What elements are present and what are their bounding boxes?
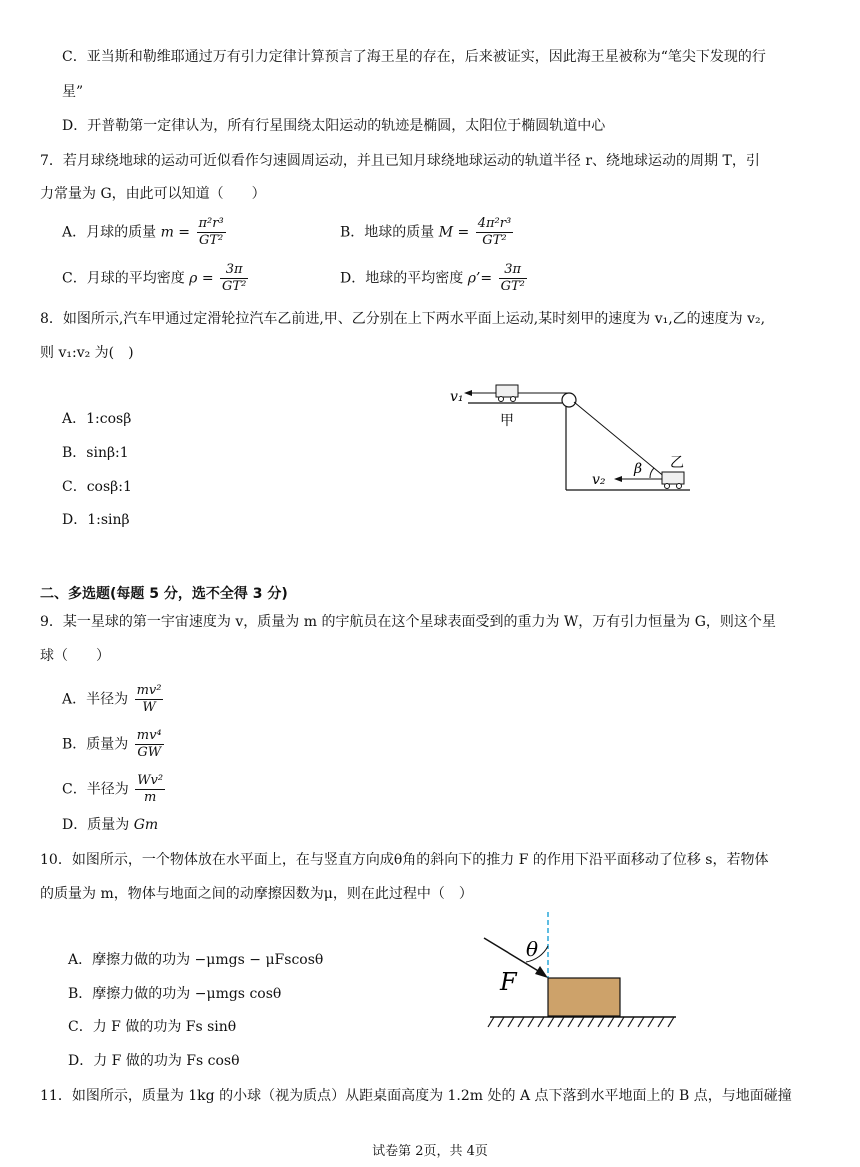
- q9-option-a-fraction: $\frac{\text{mv²}}{W}$: [136, 683, 162, 715]
- q7-stem-line2: 力常量为 G，由此可以知道（ ）: [40, 186, 266, 202]
- q10-stem-line1: 10．如图所示，一个物体放在水平面上，在与竖直方向成θ角的斜向下的推力 F 的作用下沿平面移动了位移 s，若物体: [40, 852, 769, 868]
- q7-option-a-fraction: $\frac{\text{π²r³}}{\text{GT²}}$: [198, 216, 224, 248]
- q10-option-a: A．摩擦力做的功为 −μmgs − μFscosθ: [68, 952, 324, 968]
- q10-option-b: B．摩擦力做的功为 −μmgs cosθ: [68, 986, 282, 1002]
- q9-option-b: B．质量为 $\frac{\text{mv⁴}}{GW}$: [62, 728, 162, 760]
- q8-pulley-figure: [440, 375, 700, 500]
- q8-option-a: A．1:cosβ: [62, 411, 132, 427]
- q8-option-d: D．1:sinβ: [62, 512, 130, 528]
- q8-stem-line2: 则 v₁:v₂ 为( ): [40, 345, 134, 361]
- q10-option-c: C．力 F 做的功为 Fs sinθ: [68, 1019, 237, 1035]
- q8-label-yi: 乙: [670, 455, 684, 471]
- q8-option-b: B．sinβ:1: [62, 445, 129, 461]
- q10-block: [548, 978, 620, 1016]
- q9-option-c-fraction: $\frac{\text{Wv²}}{m}$: [137, 773, 164, 805]
- q8-label-v2: v₂: [592, 472, 606, 488]
- q7-option-b: B．地球的质量 M = $\frac{\text{4π²r³}}{\text{GT²}}$: [340, 216, 512, 248]
- q10-label-theta: θ: [526, 937, 539, 961]
- q9-stem-line1: 9．某一星球的第一宇宙速度为 v，质量为 m 的宇航员在这个星球表面受到的重力为 W，万有引力恒量为 G，则这个星: [40, 614, 776, 630]
- q6-option-c-line1: C．亚当斯和勒维耶通过万有引力定律计算预言了海王星的存在，后来被证实，因此海王星被称为“笔尖下发现的行: [62, 49, 766, 65]
- page-footer: 试卷第 2页，共 4页: [372, 1144, 488, 1159]
- q8-stem-line1: 8．如图所示,汽车甲通过定滑轮拉汽车乙前进,甲、乙分别在上下两水平面上运动,某时刻甲的速度为 v₁,乙的速度为 v₂,: [40, 311, 766, 327]
- q8-label-v1: v₁: [450, 389, 464, 405]
- q10-stem-line2: 的质量为 m，物体与地面之间的动摩擦因数为μ，则在此过程中（ ）: [40, 886, 473, 902]
- q8-label-beta: β: [634, 461, 643, 477]
- q11-stem-line1: 11．如图所示，质量为 1kg 的小球（视为质点）从距桌面高度为 1.2m 处的 A 点下落到水平地面上的 B 点，与地面碰撞: [40, 1088, 792, 1104]
- q6-option-d: D．开普勒第一定律认为，所有行星围绕太阳运动的轨迹是椭圆，太阳位于椭圆轨道中心: [62, 118, 606, 134]
- q9-option-a: A．半径为 $\frac{\text{mv²}}{W}$: [62, 683, 162, 715]
- q9-option-b-fraction: $\frac{\text{mv⁴}}{GW}$: [136, 728, 162, 760]
- q8-label-jia: 甲: [500, 413, 514, 429]
- q10-option-d: D．力 F 做的功为 Fs cosθ: [68, 1053, 240, 1069]
- q6-option-c-line2: 星”: [62, 84, 84, 100]
- q10-force-figure: [478, 910, 683, 1035]
- q9-option-d: D．质量为 Gm: [62, 817, 159, 833]
- q7-option-a: A．月球的质量 m = $\frac{\text{π²r³}}{\text{GT²}}$: [62, 216, 224, 248]
- q7-option-d: D．地球的平均密度 ρ’= $\frac{3\pi}{\text{GT²}}$: [340, 262, 525, 294]
- q7-option-d-fraction: $\frac{3\pi}{\text{GT²}}$: [500, 262, 525, 294]
- q7-option-b-fraction: $\frac{\text{4π²r³}}{\text{GT²}}$: [477, 216, 512, 248]
- q7-option-c-fraction: $\frac{3\pi}{\text{GT²}}$: [222, 262, 247, 294]
- q9-stem-line2: 球（ ）: [40, 648, 110, 664]
- section-2-heading: 二、多选题(每题 5 分，选不全得 3 分): [40, 586, 288, 602]
- q10-label-force: F: [500, 968, 517, 996]
- q7-option-c: C．月球的平均密度 ρ = $\frac{3\pi}{\text{GT²}}$: [62, 262, 247, 294]
- q8-option-c: C．cosβ:1: [62, 479, 132, 495]
- q7-stem-line1: 7．若月球绕地球的运动可近似看作匀速圆周运动，并且已知月球绕地球运动的轨道半径 r、绕地球运动的周期 T，引: [40, 153, 760, 169]
- q9-option-c: C．半径为 $\frac{\text{Wv²}}{m}$: [62, 773, 164, 805]
